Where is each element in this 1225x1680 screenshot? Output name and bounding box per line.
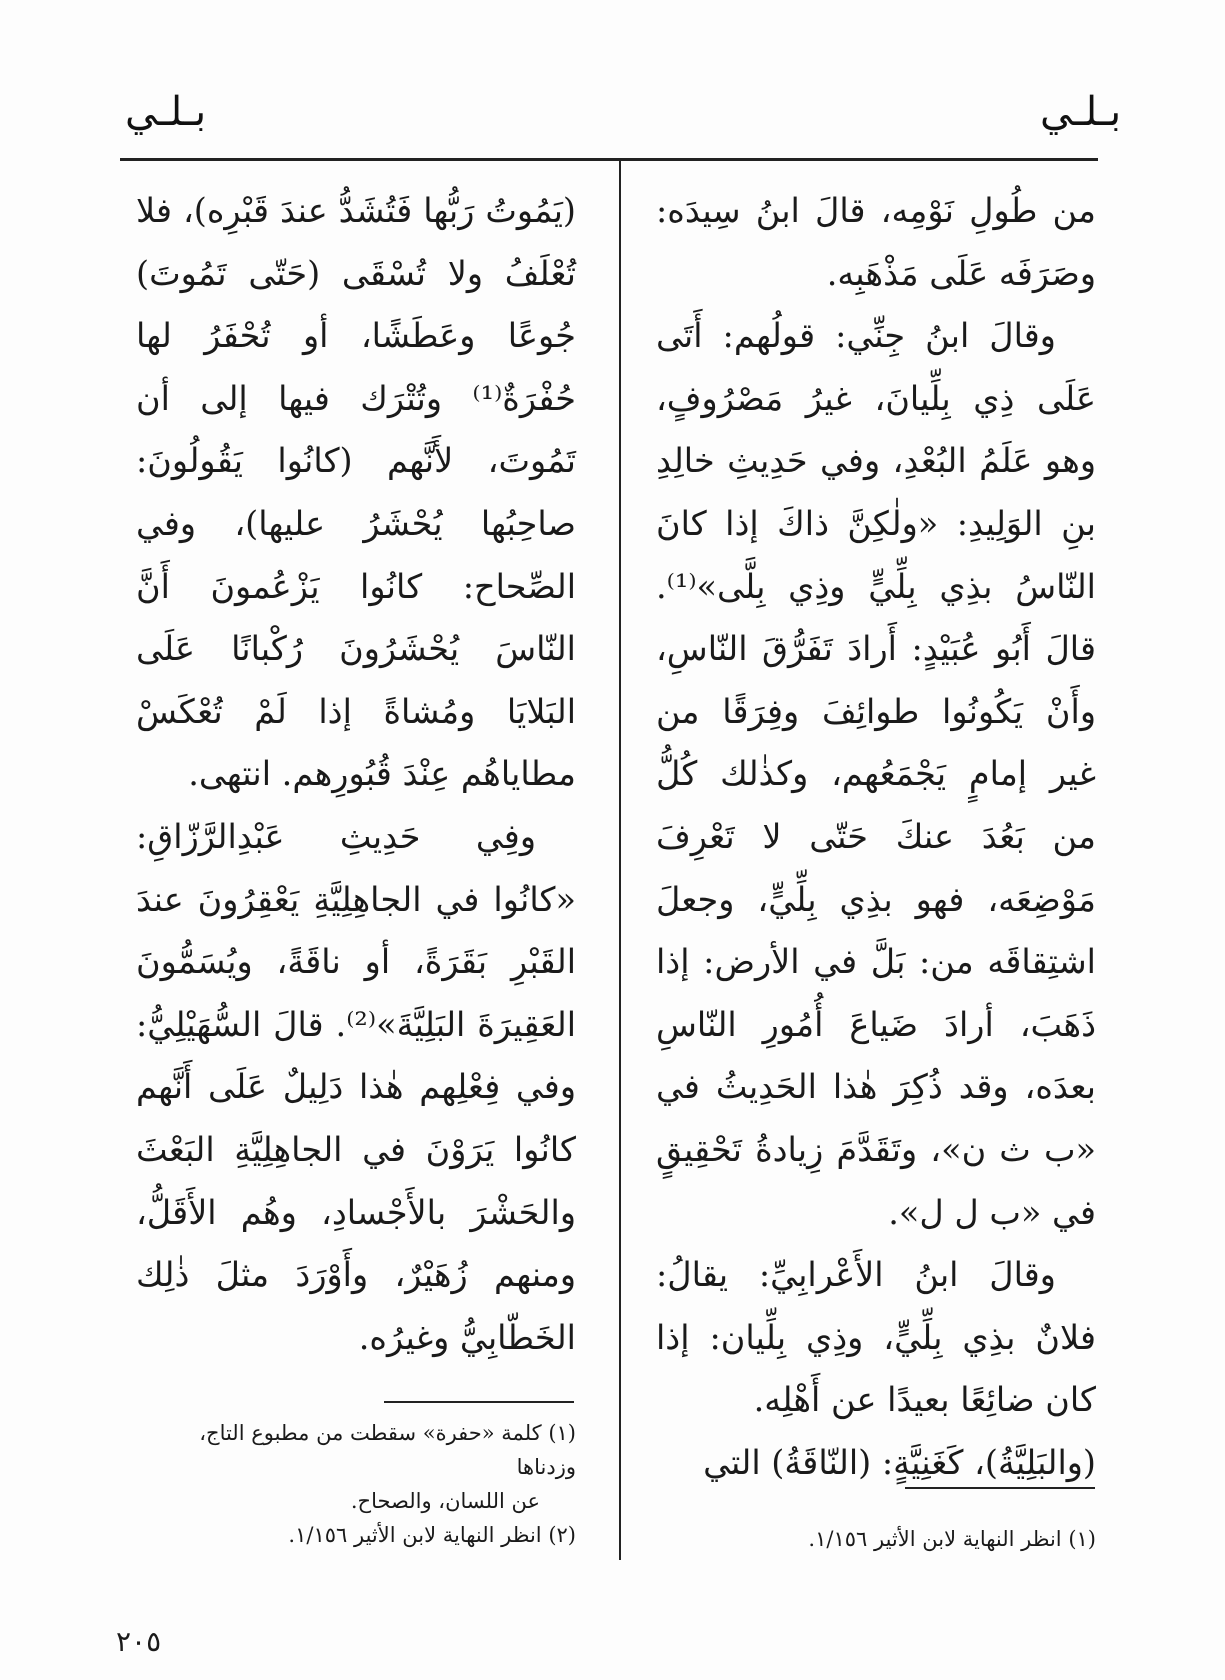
column-divider <box>619 160 621 1560</box>
right-paragraph-2: وقالَ ابنُ جِنِّي: قولُهم: أَتَى عَلَى ذِي بِلِّيانَ، غيرُ مَصْرُوفٍ، وهو عَلَمُ البُعْدِ، وفي حَدِيثِ خالِدِ بنِ الوَلِيدِ: «ولٰكِنَّ ذاكَ إذا كانَ النّاسُ بذِي بِلِّيٍّ وذِي بِلَّى»⁽¹⁾. قالَ أَبُو عُبَيْدٍ: أَرادَ تَفَرُّقَ النّاسِ، وأَنْ يَكُونُوا طوائِفَ وفِرَقًا من غير إمامٍ يَجْمَعُهم، وكذٰلك كُلُّ من بَعُدَ عنكَ حَتّى لا تَعْرِفَ مَوْضِعَه، فهو بذِي بِلِّيٍّ، وجعلَ اشتِقاقَه من: بَلَّ في الأرض: إذا ذَهَبَ، أرادَ ضَياعَ أُمُورِ النّاسِ بعدَه، وقد ذُكِرَ هٰذا الحَدِيثُ في «ب ث ن»، وتَقَدَّمَ زِيادةُ تَحْقِيقٍ في «ب ل ل». <box>656 316 1096 1232</box>
footnote: (٢) انظر النهاية لابن الأثير ١/١٥٦. <box>288 1523 576 1547</box>
footnote-rule-right <box>905 1487 1095 1489</box>
left-paragraph-1: (يَمُوتُ رَبُّها فَتُشَدُّ عندَ قَبْرِه)، فلا تُعْلَفُ ولا تُسْقَى (حَتّى تَمُوتَ) جُوعًا وعَطَشًا، أو تُحْفَرُ لها حُفْرَةٌ⁽¹⁾ وتُتْرَك فيها إلى أن تَمُوتَ، لأَنَّهم (كانُوا يَقُولُونَ: صاحِبُها يُحْشَرُ عليها)، وفي الصِّحاح: كانُوا يَزْعُمونَ أَنَّ النّاسَ يُحْشَرُونَ رُكْبانًا عَلَى البَلايَا ومُشاةً إذا لَمْ تُعْكَسْ مطاياهُم عِنْدَ قُبُورِهم. انتهى. <box>136 191 576 794</box>
header-rule <box>120 158 1098 161</box>
footnote: (١) كلمة «حفرة» سقطت من مطبوع التاج، وزدناها <box>199 1421 576 1479</box>
left-column <box>136 180 576 1369</box>
right-paragraph-4: (والبَلِيَّةُ)، كَغَنِيَّةٍ: (النّاقَةُ) التي <box>703 1442 1096 1482</box>
running-head-right: بـلـي <box>1040 89 1122 135</box>
right-column <box>656 180 1096 1494</box>
footnote-rule-left <box>384 1401 574 1403</box>
page-number: ٢٠٥ <box>116 1625 162 1658</box>
footnote: (١) انظر النهاية لابن الأثير ١/١٥٦. <box>808 1527 1096 1551</box>
running-head-left: بـلـي <box>125 89 207 135</box>
footnotes-right <box>656 1522 1096 1556</box>
footnote-continuation: عن اللسان، والصحاح. <box>350 1489 540 1513</box>
footnotes-left <box>136 1416 576 1552</box>
left-paragraph-2: وفِي حَدِيثِ عَبْدِالرَّزّاقِ: «كانُوا في الجاهِلِيَّةِ يَعْقِرُونَ عندَ القَبْرِ بَقَرَةً، أو ناقَةً، ويُسَمُّونَ العَقِيرَةَ البَلِيَّةَ»⁽²⁾. قالَ السُّهَيْلِيُّ: وفي فِعْلِهم هٰذا دَلِيلٌ عَلَى أَنَّهم كانُوا يَرَوْنَ في الجاهِلِيَّةِ البَعْثَ والحَشْرَ بالأَجْسادِ، وهُم الأَقَلُّ، ومنهم زُهَيْرٌ، وأَوْرَدَ مثلَ ذٰلِك الخَطّابِيُّ وغيرُه. <box>136 816 576 1357</box>
right-paragraph-3: وقالَ ابنُ الأَعْرابِيِّ: يقالُ: فلانٌ بذِي بِلِّيٍّ، وذِي بِلِّيان: إذا كان ضائِعًا بعيدًا عن أَهْلِه. <box>656 1255 1096 1420</box>
right-paragraph-1: من طُولِ نَوْمِه، قالَ ابنُ سِيدَه: وصَرَفَه عَلَى مَذْهَبِه. <box>656 191 1096 293</box>
